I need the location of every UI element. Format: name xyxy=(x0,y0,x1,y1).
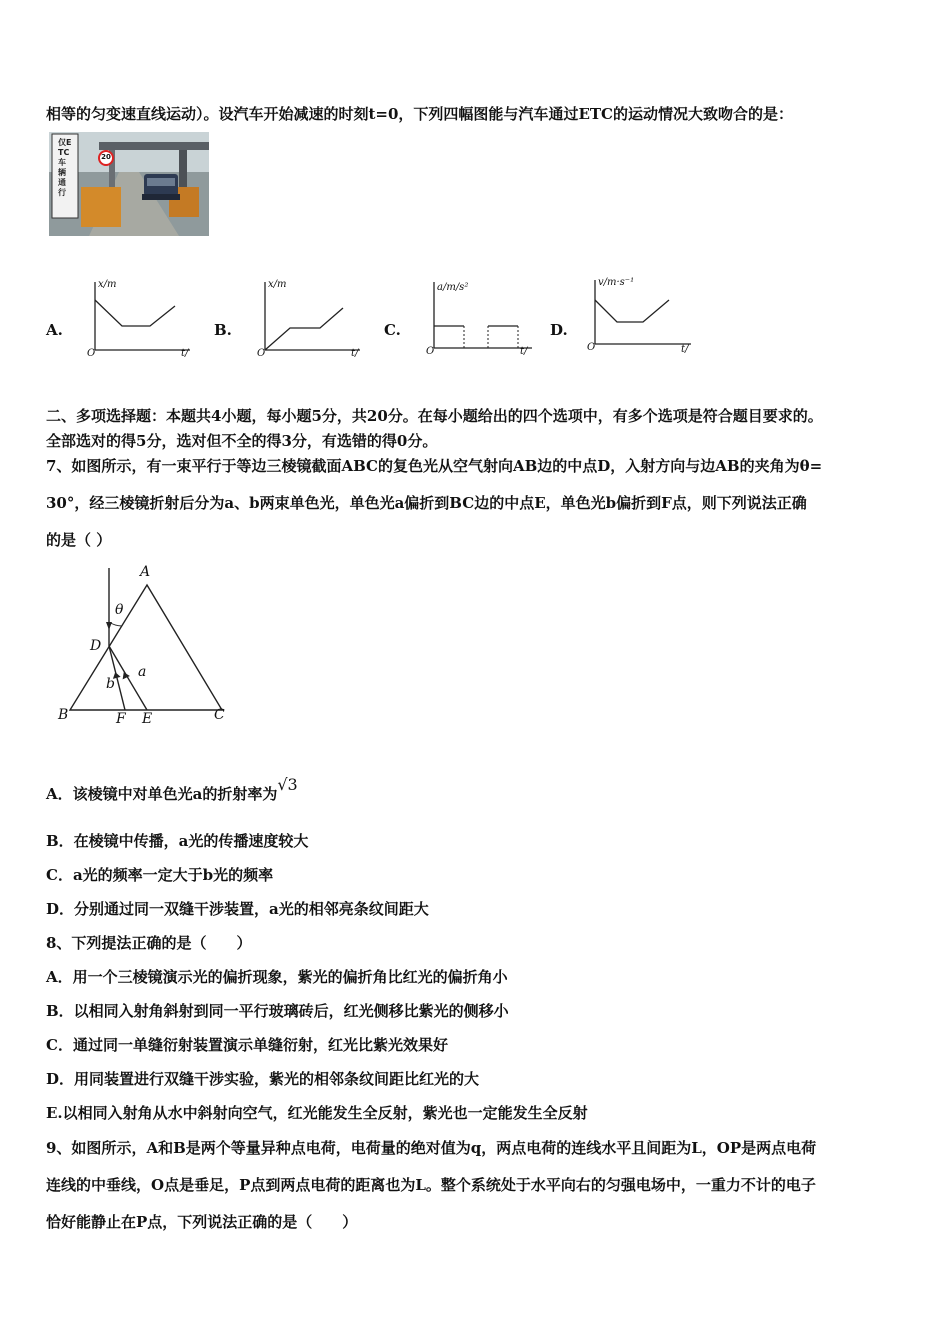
graph-b-yaxis: x/m xyxy=(268,279,287,290)
option-c-label[interactable]: C. xyxy=(384,321,401,339)
graph-a-origin: O xyxy=(87,348,96,359)
q9-stem-line2: 连线的中垂线，O点是垂足，P点到两点电荷的距离也为L。整个系统处于水平向右的匀强电场中，一重力不计的电子 xyxy=(46,1176,816,1194)
section2-heading-line2: 全部选对的得5分，选对但不全的得3分，有选错的得0分。 xyxy=(46,432,438,450)
sqrt3-value: √3 xyxy=(277,775,298,794)
q7-option-c[interactable]: C．a光的频率一定大于b光的频率 xyxy=(46,866,274,884)
option-a-label[interactable]: A. xyxy=(46,321,63,339)
section2-heading-line1: 二、多项选择题：本题共4小题，每小题5分，共20分。在每小题给出的四个选项中，有多个选项是符合题目要求的。 xyxy=(46,407,823,425)
option-d-label[interactable]: D. xyxy=(550,321,568,339)
ray-a-label: a xyxy=(138,664,147,680)
graph-d-origin: O xyxy=(587,342,596,353)
graph-b-xaxis: t/ xyxy=(351,348,359,359)
q8-option-b[interactable]: B．以相同入射角斜射到同一平行玻璃砖后，红光侧移比紫光的侧移小 xyxy=(46,1002,509,1020)
graph-c-origin: O xyxy=(426,346,435,357)
graph-c xyxy=(424,278,539,363)
q8-option-d[interactable]: D．用同装置进行双缝干涉实验，紫光的相邻条纹间距比红光的大 xyxy=(46,1070,480,1088)
q8-option-e[interactable]: E.以相同入射角从水中斜射向空气，红光能发生全反射，紫光也一定能发生全反射 xyxy=(46,1104,588,1122)
graph-d-yaxis: v/m·s⁻¹ xyxy=(598,277,635,288)
graph-c-xaxis: t/ xyxy=(520,346,528,357)
graph-d xyxy=(585,274,697,362)
point-d-label: D xyxy=(90,638,102,654)
sign-text: 仅ETC车辆通行 xyxy=(58,138,72,197)
graph-a xyxy=(85,278,195,363)
graph-b-origin: O xyxy=(257,348,266,359)
q9-stem-line1: 9、如图所示，A和B是两个等量异种点电荷，电荷量的绝对值为q，两点电荷的连线水平且间距为L，OP是两点电荷 xyxy=(46,1139,817,1157)
option-b-label[interactable]: B. xyxy=(214,321,232,339)
graph-a-xaxis: t/ xyxy=(181,348,189,359)
theta-label: θ xyxy=(115,602,124,618)
point-e-label: E xyxy=(142,711,153,727)
q7-stem-line3: 的是（ ） xyxy=(46,531,112,549)
graph-c-yaxis: a/m/s² xyxy=(437,282,469,293)
graph-a-yaxis: x/m xyxy=(98,279,117,290)
q8-stem: 8、下列提法正确的是（ ） xyxy=(46,934,252,952)
q7-option-a-text: A．该棱镜中对单色光a的折射率为 xyxy=(46,785,278,803)
q7-stem-line1: 7、如图所示，有一束平行于等边三棱镜截面ABC的复色光从空气射向AB边的中点D，入射方向与边AB的夹角为θ= xyxy=(46,457,823,475)
etc-lane-photo xyxy=(49,132,209,236)
graph-d-xaxis: t/ xyxy=(681,344,689,355)
point-f-label: F xyxy=(116,711,126,727)
q9-stem-line3: 恰好能静止在P点，下列说法正确的是（ ） xyxy=(46,1213,358,1231)
q6-stem: 相等的匀变速直线运动）。设汽车开始减速的时刻t=0，下列四幅图能与汽车通过ETC的运动情况大致吻合的是： xyxy=(46,105,793,123)
q7-option-b[interactable]: B．在棱镜中传播，a光的传播速度较大 xyxy=(46,832,309,850)
q7-option-a[interactable] xyxy=(46,775,298,804)
speed-limit-sign: 20 xyxy=(101,153,111,161)
vertex-c-label: C xyxy=(214,707,225,723)
prism-figure xyxy=(52,560,242,735)
vertex-b-label: B xyxy=(58,707,69,723)
ray-b-label: b xyxy=(106,676,115,692)
q8-option-a[interactable]: A．用一个三棱镜演示光的偏折现象，紫光的偏折角比红光的偏折角小 xyxy=(46,968,508,986)
q7-stem-line2: 30°，经三棱镜折射后分为a、b两束单色光，单色光a偏折到BC边的中点E，单色光b偏折到F点，则下列说法正确 xyxy=(46,494,807,512)
q7-option-d[interactable]: D．分别通过同一双缝干涉装置，a光的相邻亮条纹间距大 xyxy=(46,900,429,918)
graph-b xyxy=(255,278,365,363)
q8-option-c[interactable]: C．通过同一单缝衍射装置演示单缝衍射，红光比紫光效果好 xyxy=(46,1036,448,1054)
vertex-a-label: A xyxy=(140,564,151,580)
